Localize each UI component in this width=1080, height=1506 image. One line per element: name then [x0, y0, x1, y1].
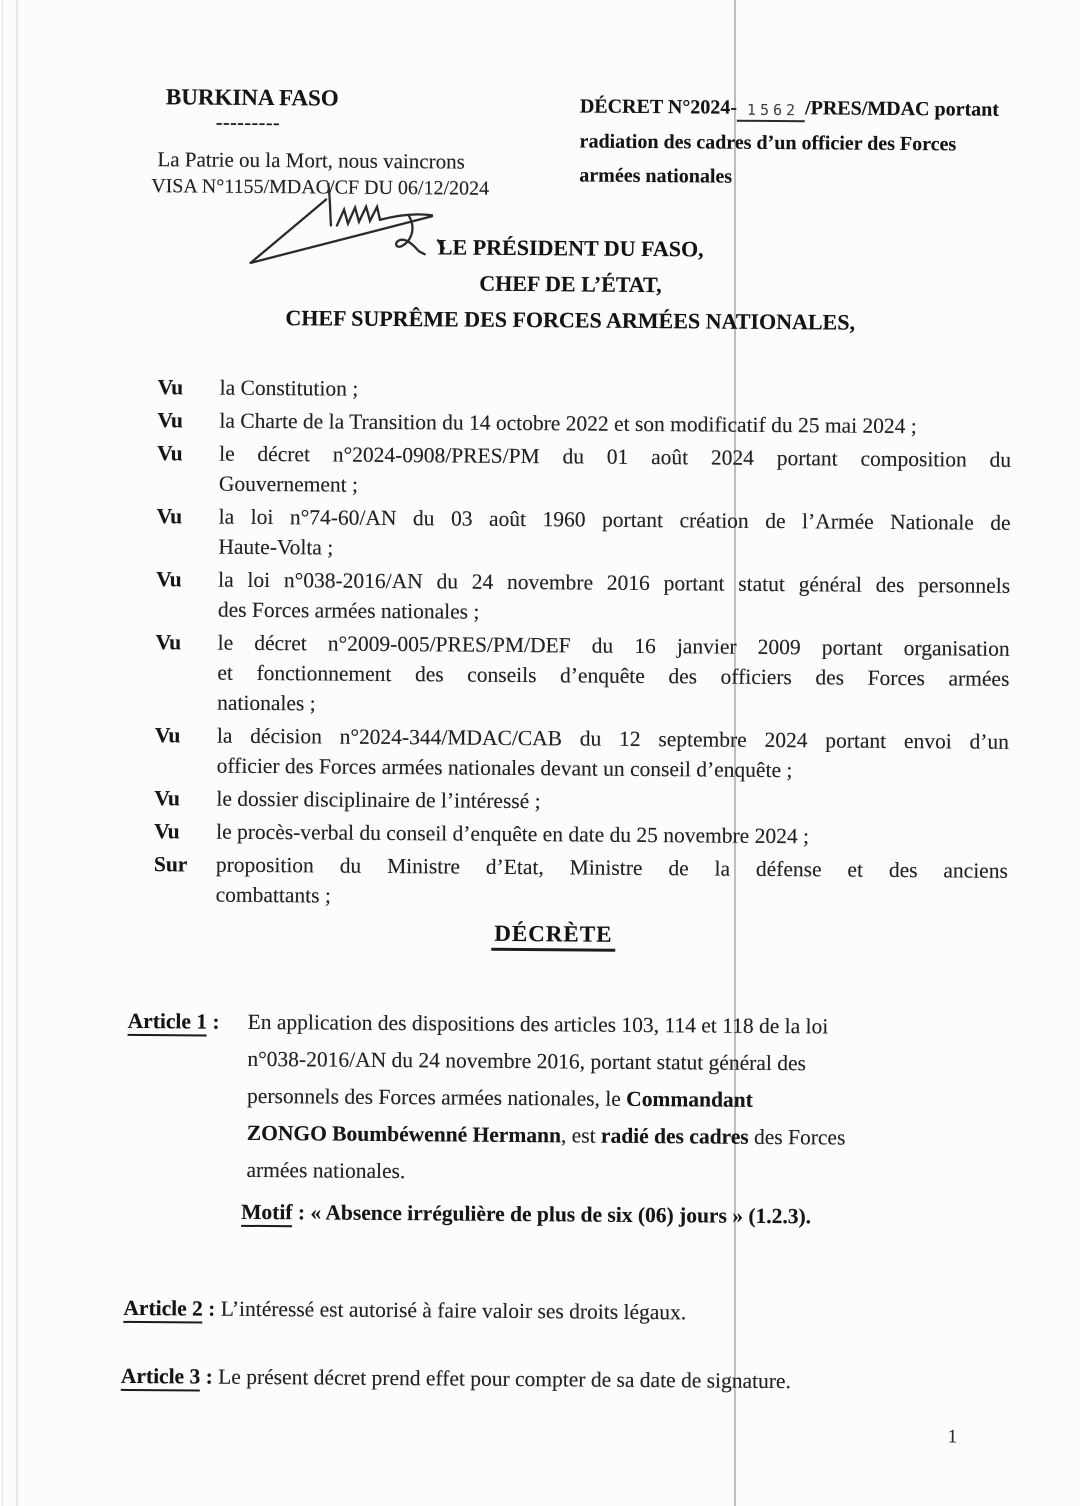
article-1: [126, 1003, 957, 1195]
article-2-label: Article 2 :: [123, 1296, 221, 1324]
title-chef-etat: CHEF DE L’ÉTAT,: [479, 270, 662, 298]
authority-titles: [130, 227, 1011, 342]
visa-item-text: le procès-verbal du conseil d’enquête en date du 25 novembre 2024 ;: [216, 819, 810, 849]
visa-item: [135, 627, 1010, 724]
article-1-body: En application des dispositions des articles 103, 114 et 118 de la loi n°038-2016/AN du 24 novembre 2016, portant statut général des personnels des Forces armées nationales, le Commandant ZONGO Boumbéwenné Hermann, est radié des cadres des Forces armées nationales.: [246, 1009, 846, 1184]
article-2-text: L’intéressé est autorisé à faire valoir ses droits légaux.: [220, 1296, 687, 1325]
visa-item-label: Vu: [156, 567, 182, 592]
article-1-label: Article 1 :: [128, 1003, 220, 1041]
visa-item-text: la loi n°038-2016/AN du 24 novembre 2016 portant statut général des personnels des Forces armées nationales ;: [217, 567, 1011, 624]
title-president: LE PRÉSIDENT DU FASO,: [437, 234, 704, 262]
visa-item-label: Vu: [154, 723, 181, 748]
visa-item-label: Vu: [154, 819, 180, 844]
visa-item-text: la Charte de la Transition du 14 octobre 2022 et son modificatif du 25 mai 2024 ;: [219, 408, 917, 439]
visa-item: [137, 405, 1011, 442]
decree-title-line2: radiation des cadres d’un officier des Forces: [579, 130, 957, 156]
decree-title-line1: [580, 89, 1025, 127]
article-3-label: Article 3 :: [121, 1364, 219, 1392]
visa-item: [137, 438, 1011, 505]
country-name: BURKINA FASO: [165, 84, 339, 111]
visa-item-label: Vu: [154, 786, 181, 811]
decree-title-block: [579, 89, 1025, 195]
visa-item: [134, 783, 1008, 820]
separator-dashes: ---------: [215, 111, 281, 135]
visa-item-text: la Constitution ;: [219, 375, 359, 401]
article-2: [123, 1290, 686, 1331]
header-left-block: [151, 84, 558, 201]
article-3-text: Le présent décret prend effet pour compter de sa date de signature.: [218, 1364, 791, 1394]
decree-heading-text: DÉCRÈTE: [491, 921, 615, 952]
visa-item: [134, 849, 1008, 916]
visa-reference: VISA N°1155/MDAC/CF DU 06/12/2024: [151, 175, 490, 200]
visa-item: [136, 501, 1010, 568]
decree-number-stamp: 1562: [737, 101, 805, 123]
motif-line: Motif : « Absence irrégulière de plus de six (06) jours » (1.2.3).: [241, 1199, 812, 1229]
visa-item-label: Vu: [157, 408, 184, 433]
visa-item-text: la décision n°2024-344/MDAC/CAB du 12 septembre 2024 portant envoi d’un officier des Forces armées nationales devant un conseil d’enquête ;: [216, 723, 1010, 783]
visa-item-label: Vu: [157, 375, 184, 400]
decree-title-line3: armées nationales: [579, 164, 733, 188]
visa-item-label: Sur: [153, 852, 188, 877]
visa-item-text: proposition du Ministre d’Etat, Ministre de la défense et des anciens combattants ;: [215, 852, 1008, 908]
visa-item: [134, 816, 1008, 853]
page-number: 1: [947, 1426, 958, 1448]
decree-suffix: /PRES/MDAC portant: [805, 97, 1000, 121]
visa-item-label: Vu: [157, 441, 183, 466]
visa-item: [138, 372, 1012, 409]
decree-prefix: DÉCRET N°2024-: [579, 95, 738, 119]
visa-list: [134, 372, 1012, 919]
national-motto: La Patrie ou la Mort, nous vaincrons: [157, 147, 465, 174]
visa-item-text: la loi n°74-60/AN du 03 août 1960 portant création de l’Armée Nationale de Haute-Volta ;: [218, 504, 1011, 560]
visa-item-text: le dossier disciplinaire de l’intéressé ;: [216, 786, 541, 814]
decree-heading: [133, 918, 973, 951]
article-3: [121, 1358, 791, 1400]
visa-item: [136, 564, 1010, 631]
visa-item-label: Vu: [155, 630, 182, 655]
visa-item-text: le décret n°2024-0908/PRES/PM du 01 août 2024 portant composition du Gouvernement ;: [218, 441, 1012, 497]
visa-item-label: Vu: [156, 504, 183, 529]
visa-item-text: le décret n°2009-005/PRES/PM/DEF du 16 janvier 2009 portant organisation et fonctionnement des conseils d’enquête des officiers des Forces armées nationales ;: [217, 630, 1010, 716]
title-chef-supreme: CHEF SUPRÊME DES FORCES ARMÉES NATIONALES,: [285, 305, 856, 335]
visa-item: [135, 720, 1009, 787]
